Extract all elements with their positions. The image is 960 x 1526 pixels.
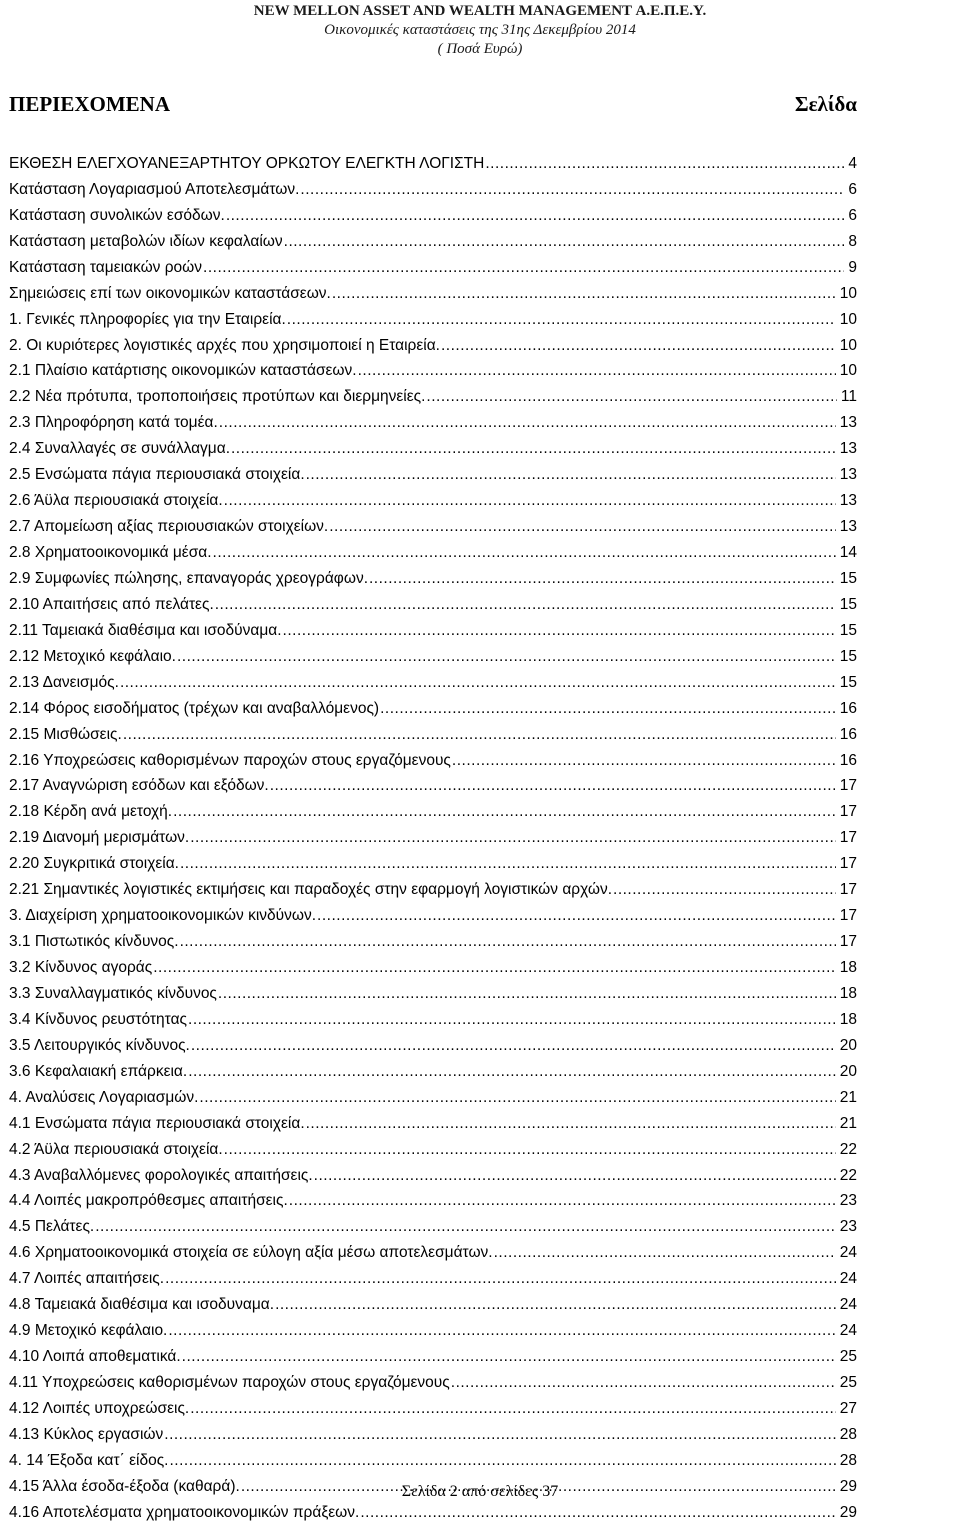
toc-entry-title: 3. Διαχείριση χρηματοοικονομικών κινδύνων. — [9, 907, 317, 925]
toc-entry-title: 4.11 Υποχρεώσεις καθορισμένων παροχών στους εργαζόμενους — [9, 1374, 450, 1392]
toc-entry-page: 28 — [839, 1451, 857, 1469]
toc-entry[interactable] — [9, 151, 857, 177]
toc-leader-dots — [613, 880, 836, 900]
toc-entry-page: 24 — [839, 1322, 857, 1340]
toc-leader-dots — [219, 413, 836, 433]
toc-entry[interactable] — [9, 955, 857, 981]
toc-entry-title: ΕΚΘΕΣΗ ΕΛΕΓΧΟΥΑΝΕΞΑΡΤΗΤΟΥ ΟΡΚΩΤΟΥ ΕΛΕΓΚΤΗ ΛΟΓΙΣΤΗ — [9, 154, 485, 172]
toc-leader-dots — [289, 1191, 836, 1211]
toc-entry-title: 2.14 Φόρος εισοδήματος (τρέχων και αναβαλλόμενος) — [9, 699, 380, 717]
toc-entry-title: 3.2 Κίνδυνος αγοράς — [9, 959, 153, 977]
toc-leader-dots — [451, 1373, 836, 1393]
toc-page-label: Σελίδα — [794, 92, 857, 116]
toc-entry-page: 21 — [839, 1114, 857, 1132]
toc-entry-title: 2.19 Διανομή μερισμάτων. — [9, 829, 190, 847]
toc-entry-page: 6 — [848, 206, 857, 224]
toc-entry-title: 2. Οι κυριότερες λογιστικές αρχές που χρησιμοποιεί η Εταιρεία. — [9, 336, 440, 354]
toc-entry[interactable] — [9, 462, 857, 488]
toc-entry-page: 20 — [839, 1036, 857, 1054]
toc-entry-title: 4.13 Κύκλος εργασιών — [9, 1425, 164, 1443]
toc-entry-page: 16 — [839, 725, 857, 743]
toc-entry-page: 13 — [839, 414, 857, 432]
toc-entry[interactable] — [9, 1370, 857, 1396]
toc-entry-title: 2.13 Δανεισμός. — [9, 673, 119, 691]
toc-entry-page: 17 — [839, 855, 857, 873]
toc-entry-page: 24 — [839, 1244, 857, 1262]
toc-entry[interactable] — [9, 540, 857, 566]
toc-entry-page: 15 — [839, 647, 857, 665]
toc-entry-title: 2.5 Ενσώματα πάγια περιουσιακά στοιχεία. — [9, 466, 305, 484]
toc-entry[interactable] — [9, 1396, 857, 1422]
toc-entry-title: 3.6 Κεφαλαιακή επάρκεια. — [9, 1062, 188, 1080]
toc-entry[interactable] — [9, 877, 857, 903]
toc-entry-title: 2.18 Κέρδη ανά μετοχή. — [9, 803, 173, 821]
toc-entry-page: 10 — [839, 336, 857, 354]
toc-entry-title: 4. 14 Έξοδα κατ΄ είδος. — [9, 1451, 169, 1469]
toc-entry-page: 16 — [839, 751, 857, 769]
toc-entry-page: 18 — [839, 959, 857, 977]
toc-entry[interactable] — [9, 1266, 857, 1292]
toc-entry-page: 17 — [839, 881, 857, 899]
toc-leader-dots — [168, 1321, 835, 1341]
toc-entry[interactable] — [9, 307, 857, 333]
toc-entry-title: 2.20 Συγκριτικά στοιχεία. — [9, 855, 179, 873]
toc-entry-title: 2.1 Πλαίσιο κατάρτισης οικονομικών καταστάσεων. — [9, 362, 357, 380]
toc-entry-title: 4.3 Αναβαλλόμενες φορολογικές απαιτήσεις. — [9, 1166, 313, 1184]
toc-entry[interactable] — [9, 281, 857, 307]
toc-leader-dots — [317, 906, 836, 926]
toc-entry-page: 15 — [839, 673, 857, 691]
toc-entry-page: 20 — [839, 1062, 857, 1080]
toc-entry-page: 8 — [848, 232, 857, 250]
toc-entry[interactable] — [9, 1163, 857, 1189]
toc-entry-page: 10 — [839, 284, 857, 302]
toc-entry-title: 2.4 Συναλλαγές σε συνάλλαγμα. — [9, 440, 230, 458]
toc-entry-title: 2.9 Συμφωνίες πώλησης, επαναγοράς χρεογράφων. — [9, 569, 368, 587]
toc-entry-title: 4.12 Λοιπές υποχρεώσεις. — [9, 1399, 190, 1417]
toc-entry-page: 17 — [839, 777, 857, 795]
toc-entry-page: 13 — [839, 518, 857, 536]
toc-entry-page: 17 — [839, 933, 857, 951]
toc-leader-dots — [180, 854, 836, 874]
toc-leader-dots — [287, 310, 836, 330]
toc-entry-title: 3.1 Πιστωτικός κίνδυνος. — [9, 933, 179, 951]
toc-entry-page: 13 — [839, 440, 857, 458]
toc-leader-dots — [213, 543, 836, 563]
toc-entry-page: 25 — [839, 1374, 857, 1392]
toc-leader-dots — [231, 439, 836, 459]
toc-entry-title: 2.10 Απαιτήσεις από πελάτες. — [9, 595, 214, 613]
toc-entry-title: 2.17 Αναγνώριση εσόδων και εξόδων. — [9, 777, 269, 795]
toc-entry-page: 15 — [839, 595, 857, 613]
toc-entry[interactable] — [9, 1059, 857, 1085]
toc-leader-dots — [165, 1269, 836, 1289]
company-name: NEW MELLON ASSET AND WEALTH MANAGEMENT Α.Ε.Π.Ε.Υ. — [253, 3, 707, 19]
toc-leader-dots — [123, 725, 836, 745]
toc-entry-title: 2.3 Πληροφόρηση κατά τομέα. — [9, 414, 218, 432]
toc-entry[interactable] — [9, 1318, 857, 1344]
toc-entry-title: 4.1 Ενσώματα πάγια περιουσιακά στοιχεία. — [9, 1114, 305, 1132]
toc-entry[interactable] — [9, 929, 857, 955]
toc-entry[interactable] — [9, 851, 857, 877]
toc-leader-dots — [358, 361, 836, 381]
toc-entry-title: 3.5 Λειτουργικός κίνδυνος. — [9, 1036, 190, 1054]
toc-entry-title: Κατάσταση συνολικών εσόδων. — [9, 206, 225, 224]
toc-entry-page: 21 — [839, 1088, 857, 1106]
table-of-contents — [9, 151, 857, 1526]
toc-entry[interactable] — [9, 384, 857, 410]
toc-entry[interactable] — [9, 1292, 857, 1318]
toc-entry[interactable] — [9, 359, 857, 385]
toc-entry[interactable] — [9, 825, 857, 851]
toc-leader-dots — [494, 1243, 836, 1263]
toc-entry-title: 4.9 Μετοχικό κεφάλαιο. — [9, 1322, 168, 1340]
toc-leader-dots — [190, 1399, 836, 1419]
toc-entry[interactable] — [9, 799, 857, 825]
toc-leader-dots — [284, 232, 845, 252]
toc-entry[interactable] — [9, 592, 857, 618]
toc-leader-dots — [306, 1114, 836, 1134]
toc-leader-dots — [452, 751, 836, 771]
toc-leader-dots — [120, 673, 836, 693]
toc-entry[interactable] — [9, 981, 857, 1007]
toc-entry[interactable] — [9, 229, 857, 255]
toc-leader-dots — [199, 1088, 835, 1108]
toc-entry-title: 2.12 Μετοχικό κεφάλαιο. — [9, 647, 176, 665]
toc-entry-page: 10 — [839, 362, 857, 380]
toc-leader-dots — [270, 776, 836, 796]
toc-leader-dots — [180, 932, 836, 952]
toc-leader-dots — [332, 284, 836, 304]
toc-entry-title: 2.2 Νέα πρότυπα, τροποποιήσεις προτύπων και διερμηνείες. — [9, 388, 426, 406]
toc-leader-dots — [215, 595, 836, 615]
currency-note: ( Ποσά Ευρώ) — [437, 41, 523, 57]
toc-leader-dots — [188, 1010, 836, 1030]
toc-entry-page: 18 — [839, 1010, 857, 1028]
toc-entry[interactable] — [9, 1137, 857, 1163]
toc-entry[interactable] — [9, 774, 857, 800]
toc-leader-dots — [283, 621, 836, 641]
toc-entry-title: 3.3 Συναλλαγματικός κίνδυνος — [9, 984, 217, 1002]
toc-leader-dots — [177, 647, 836, 667]
toc-title: ΠΕΡΙΕΧΟΜΕΝΑ — [9, 92, 171, 116]
toc-entry[interactable] — [9, 696, 857, 722]
toc-entry-page: 4 — [848, 154, 857, 172]
toc-entry-title: 2.21 Σημαντικές λογιστικές εκτιμήσεις και παραδοχές στην εφαρμογή λογιστικών αρχών. — [9, 881, 613, 899]
toc-leader-dots — [441, 336, 836, 356]
toc-leader-dots — [300, 180, 844, 200]
toc-entry-title: 4.5 Πελάτες. — [9, 1218, 95, 1236]
toc-entry-page: 6 — [848, 180, 857, 198]
report-subtitle: Οικονομικές καταστάσεις της 31ης Δεκεμβρίου 2014 — [324, 22, 636, 38]
toc-entry-title: 4.15 Άλλα έσοδα-έξοδα (καθαρά). — [9, 1477, 240, 1495]
toc-entry[interactable] — [9, 1500, 857, 1526]
toc-entry-page: 9 — [848, 258, 857, 276]
page-header — [0, 2, 960, 59]
toc-entry-title: 4. Αναλύσεις Λογαριασμών. — [9, 1088, 199, 1106]
toc-entry-title: Κατάσταση μεταβολών ιδίων κεφαλαίων — [9, 232, 283, 250]
toc-entry-page: 13 — [839, 466, 857, 484]
toc-leader-dots — [188, 1062, 836, 1082]
toc-entry[interactable] — [9, 203, 857, 229]
toc-leader-dots — [191, 1036, 836, 1056]
toc-leader-dots — [224, 491, 836, 511]
toc-entry[interactable] — [9, 1214, 857, 1240]
toc-entry[interactable] — [9, 1422, 857, 1448]
toc-entry[interactable] — [9, 748, 857, 774]
toc-entry-title: 2.7 Απομείωση αξίας περιουσιακών στοιχείων. — [9, 518, 329, 536]
toc-leader-dots — [190, 828, 836, 848]
toc-entry[interactable] — [9, 903, 857, 929]
toc-entry-page: 23 — [839, 1218, 857, 1236]
toc-entry-page: 25 — [839, 1348, 857, 1366]
toc-entry-page: 22 — [839, 1140, 857, 1158]
toc-entry-page: 28 — [839, 1425, 857, 1443]
toc-leader-dots — [380, 699, 836, 719]
toc-entry-page: 17 — [839, 907, 857, 925]
toc-entry[interactable] — [9, 1240, 857, 1266]
toc-leader-dots — [169, 1451, 835, 1471]
toc-entry-title: 4.16 Αποτελέσματα χρηματοοικονομικών πράξεων. — [9, 1503, 360, 1521]
toc-entry-title: 2.16 Υποχρεώσεις καθορισμένων παροχών στους εργαζόμενους — [9, 751, 451, 769]
toc-entry-title: 2.11 Ταμειακά διαθέσιμα και ισοδύναμα. — [9, 621, 282, 639]
toc-entry[interactable] — [9, 1007, 857, 1033]
toc-leader-dots — [182, 1347, 836, 1367]
toc-entry[interactable] — [9, 1189, 857, 1215]
toc-entry-title: 4.6 Χρηματοοικονομικά στοιχεία σε εύλογη αξία μέσω αποτελεσμάτων. — [9, 1244, 493, 1262]
toc-entry-page: 18 — [839, 984, 857, 1002]
toc-leader-dots — [426, 387, 836, 407]
toc-leader-dots — [203, 258, 844, 278]
toc-entry[interactable] — [9, 436, 857, 462]
toc-entry-page: 24 — [839, 1296, 857, 1314]
toc-leader-dots — [314, 1166, 836, 1186]
toc-entry-page: 15 — [839, 569, 857, 587]
toc-leader-dots — [306, 465, 836, 485]
toc-entry[interactable] — [9, 618, 857, 644]
toc-entry-page: 22 — [839, 1166, 857, 1184]
toc-entry-title: 2.15 Μισθώσεις. — [9, 725, 122, 743]
toc-entry[interactable] — [9, 1344, 857, 1370]
toc-leader-dots — [226, 206, 845, 226]
toc-leader-dots — [485, 154, 844, 174]
toc-leader-dots — [329, 517, 836, 537]
toc-entry-page: 23 — [839, 1192, 857, 1210]
toc-entry-page: 14 — [839, 544, 857, 562]
toc-entry-page: 29 — [839, 1503, 857, 1521]
toc-leader-dots — [173, 802, 836, 822]
toc-entry[interactable] — [9, 255, 857, 281]
toc-leader-dots — [224, 1140, 836, 1160]
toc-leader-dots — [218, 984, 836, 1004]
toc-entry-page: 15 — [839, 621, 857, 639]
toc-entry[interactable] — [9, 1448, 857, 1474]
toc-leader-dots — [153, 958, 836, 978]
toc-entry-title: 2.8 Χρηματοοικονομικά μέσα. — [9, 544, 212, 562]
toc-entry[interactable] — [9, 333, 857, 359]
toc-entry-page: 17 — [839, 803, 857, 821]
toc-leader-dots — [360, 1503, 835, 1523]
toc-entry[interactable] — [9, 670, 857, 696]
toc-entry-page: 13 — [839, 492, 857, 510]
toc-entry[interactable] — [9, 1033, 857, 1059]
toc-entry-title: 4.4 Λοιπές μακροπρόθεσμες απαιτήσεις. — [9, 1192, 288, 1210]
toc-entry[interactable] — [9, 644, 857, 670]
toc-entry-title: 1. Γενικές πληροφορίες για την Εταιρεία. — [9, 310, 286, 328]
toc-leader-dots — [369, 569, 836, 589]
toc-entry-page: 24 — [839, 1270, 857, 1288]
toc-entry-page: 27 — [839, 1399, 857, 1417]
toc-leader-dots — [95, 1217, 836, 1237]
toc-entry[interactable] — [9, 1111, 857, 1137]
toc-entry-title: 2.6 Άϋλα περιουσιακά στοιχεία. — [9, 492, 223, 510]
toc-entry-page: 11 — [840, 388, 857, 406]
toc-entry[interactable] — [9, 1085, 857, 1111]
toc-entry-title: 4.2 Άϋλα περιουσιακά στοιχεία. — [9, 1140, 223, 1158]
toc-entry[interactable] — [9, 488, 857, 514]
toc-entry[interactable] — [9, 514, 857, 540]
page-footer: Σελίδα 2 από σελίδες 37 — [401, 1483, 559, 1500]
toc-entry-title: Κατάσταση ταμειακών ροών — [9, 258, 203, 276]
toc-entry-title: 4.8 Ταμειακά διαθέσιμα και ισοδυναμα. — [9, 1296, 275, 1314]
toc-entry-page: 10 — [839, 310, 857, 328]
toc-entry[interactable] — [9, 722, 857, 748]
toc-entry-page: 29 — [839, 1477, 857, 1495]
toc-entry[interactable] — [9, 410, 857, 436]
toc-entry-title: Σημειώσεις επί των οικονομικών καταστάσεων. — [9, 284, 331, 302]
toc-entry[interactable] — [9, 177, 857, 203]
toc-entry-title: 3.4 Κίνδυνος ρευστότητας — [9, 1010, 188, 1028]
toc-leader-dots — [275, 1295, 836, 1315]
toc-entry-title: 4.7 Λοιπές απαιτήσεις. — [9, 1270, 165, 1288]
toc-entry-title: Κατάσταση Λογαριασμού Αποτελεσμάτων. — [9, 180, 300, 198]
toc-entry-page: 17 — [839, 829, 857, 847]
toc-leader-dots — [164, 1425, 835, 1445]
toc-entry-page: 16 — [839, 699, 857, 717]
toc-entry[interactable] — [9, 566, 857, 592]
toc-entry-title: 4.10 Λοιπά αποθεματικά. — [9, 1348, 181, 1366]
